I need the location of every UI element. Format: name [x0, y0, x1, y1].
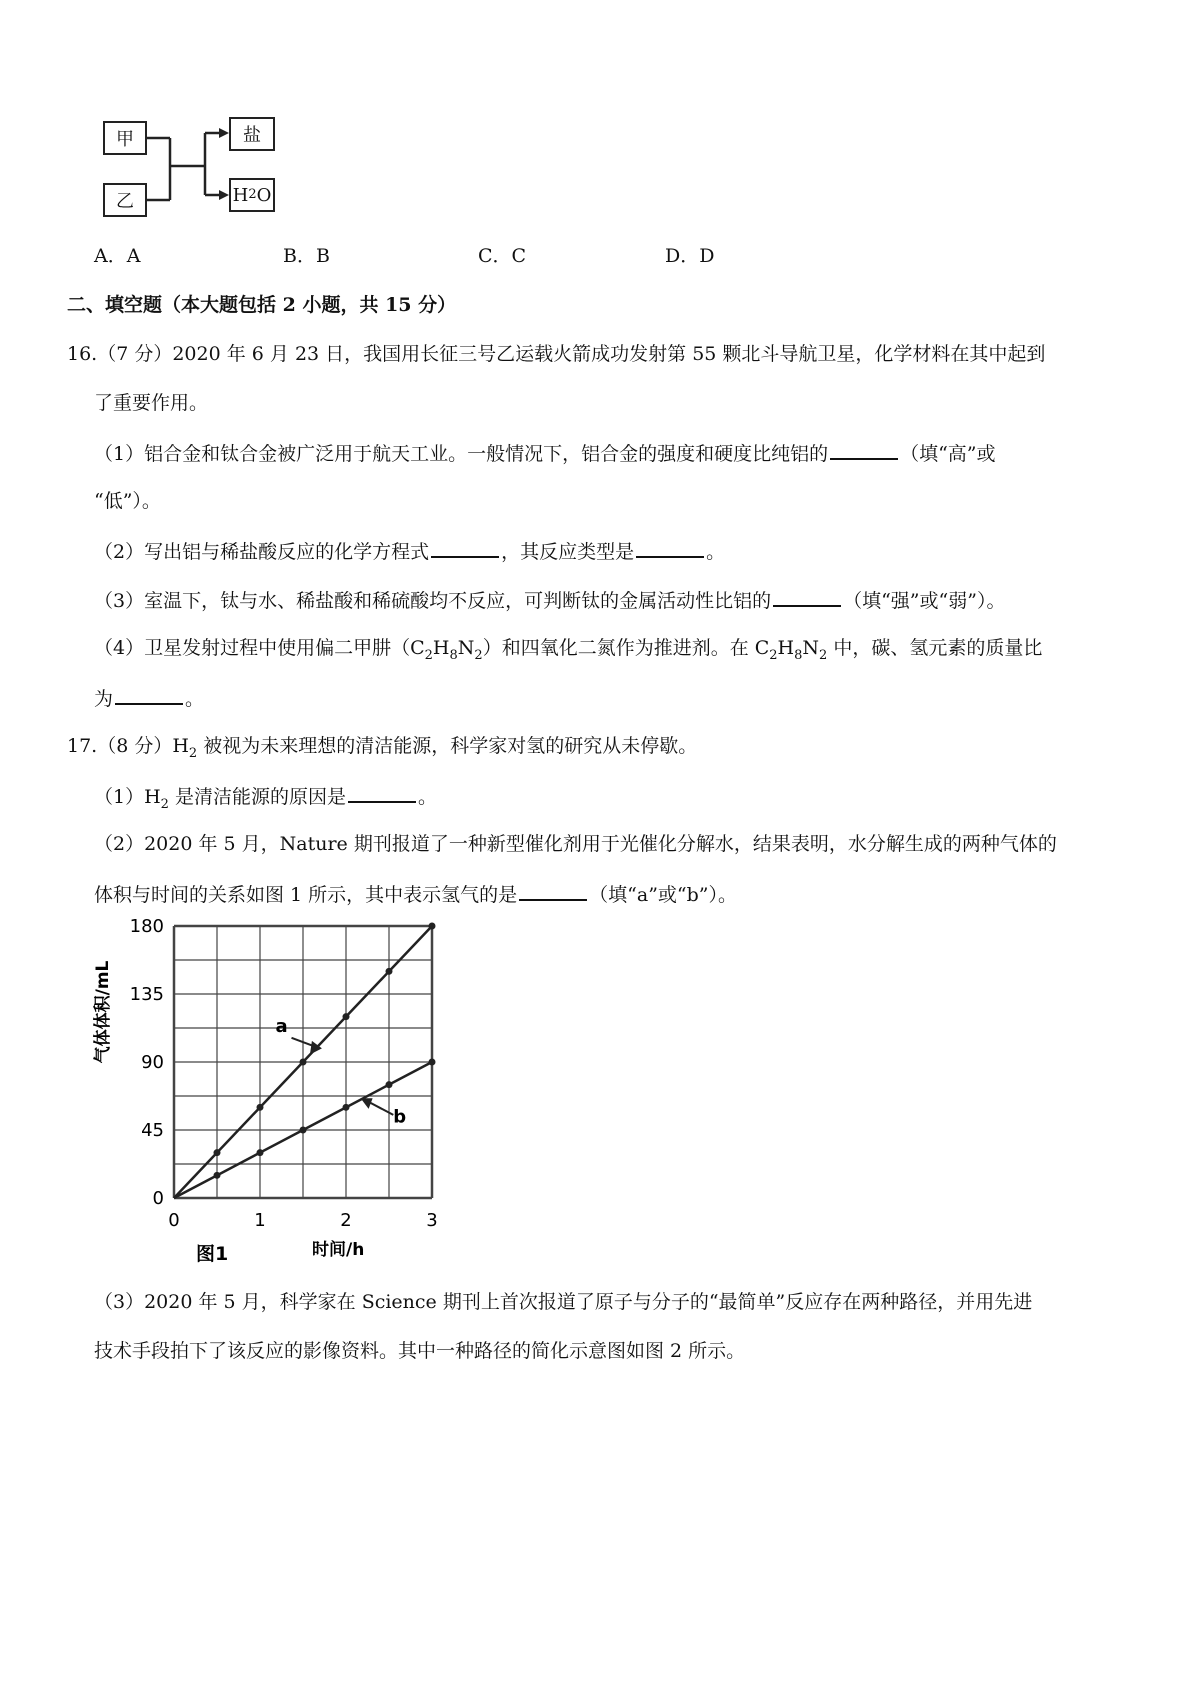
- y-tick-label: 180: [129, 916, 164, 937]
- q16-line2: 了重要作用。: [94, 392, 209, 414]
- q17-text: 17.（8 分）H: [67, 735, 189, 757]
- chart-xlabel: 时间/h: [312, 1240, 365, 1260]
- option-d[interactable]: D．D: [665, 245, 715, 267]
- subscript: 2: [188, 745, 198, 761]
- data-point-a: [300, 1059, 307, 1066]
- data-point-b: [386, 1081, 393, 1088]
- data-point-b: [214, 1172, 221, 1179]
- q16-part4-cont: [94, 685, 204, 711]
- diagram-connectors: [0, 0, 1200, 240]
- q17-text: 被视为未来理想的清洁能源，科学家对氢的研究从未停歇。: [197, 735, 698, 757]
- q17-text: 。: [418, 786, 438, 808]
- q17-line1: [67, 734, 698, 761]
- q17-text: （1）H: [94, 786, 161, 808]
- answer-blank[interactable]: [830, 440, 898, 460]
- q17-text: 是清洁能源的原因是: [168, 786, 346, 808]
- q16-p1-text: （1）铝合金和钛合金被广泛用于航天工业。一般情况下，铝合金的强度和硬度比纯铝的: [94, 443, 829, 465]
- x-tick-label: 2: [340, 1210, 352, 1231]
- option-b[interactable]: B．B: [283, 245, 330, 267]
- data-point-a: [429, 923, 436, 930]
- x-tick-label: 0: [168, 1210, 180, 1231]
- q16-part2: [94, 538, 725, 564]
- subscript: 2: [474, 647, 483, 663]
- box-yi: 乙: [103, 183, 147, 217]
- q16-p4-text: 中，碳、氢元素的质量比: [827, 637, 1043, 659]
- answer-blank[interactable]: [348, 783, 416, 803]
- q17-part2: （2）2020 年 5 月，Nature 期刊报道了一种新型催化剂用于光催化分解水，结果表明，水分解生成的两种气体的: [94, 833, 1057, 855]
- data-point-b: [343, 1104, 350, 1111]
- section-title: 二、填空题（本大题包括 2 小题，共 15 分）: [67, 294, 457, 316]
- q16-p4-text: 为: [94, 688, 114, 710]
- answer-blank[interactable]: [773, 587, 841, 607]
- y-tick-label: 90: [141, 1052, 164, 1073]
- q16-p4-text: H: [432, 637, 450, 659]
- data-point-a: [386, 968, 393, 975]
- q16-p4-end: 。: [185, 688, 205, 710]
- q16-part1: [94, 440, 996, 466]
- data-point-a: [343, 1013, 350, 1020]
- q16-line1: 16.（7 分）2020 年 6 月 23 日，我国用长征三号乙运载火箭成功发射第 55 颗北斗导航卫星，化学材料在其中起到: [67, 343, 1046, 365]
- q17-part3: （3）2020 年 5 月，科学家在 Science 期刊上首次报道了原子与分子的“最简单”反应存在两种路径，并用先进: [94, 1291, 1033, 1313]
- answer-blank[interactable]: [519, 881, 587, 901]
- q16-p4-text: N: [802, 637, 820, 659]
- figure1-chart: [88, 912, 448, 1267]
- data-point-b: [300, 1127, 307, 1134]
- option-c[interactable]: C．C: [478, 245, 527, 267]
- q16-part1-cont: “低”）。: [94, 490, 161, 512]
- subscript: 2: [769, 647, 778, 663]
- x-tick-label: 1: [254, 1210, 266, 1231]
- q17-part3-cont: 技术手段拍下了该反应的影像资料。其中一种路径的简化示意图如图 2 所示。: [94, 1340, 746, 1362]
- arrow-head-water: [219, 190, 229, 200]
- series-label-b: b: [393, 1106, 407, 1128]
- subscript: 2: [424, 647, 433, 663]
- chart-series: [174, 923, 436, 1199]
- y-tick-label: 45: [141, 1120, 164, 1141]
- answer-blank[interactable]: [636, 538, 704, 558]
- q17-text: 体积与时间的关系如图 1 所示，其中表示氢气的是: [94, 884, 518, 906]
- q16-p1-hint: （填“高”或: [900, 443, 996, 465]
- arrow-head-salt: [219, 128, 229, 138]
- chart-ylabel: 气体体积/mL: [93, 960, 113, 1064]
- subscript: 8: [449, 647, 458, 663]
- chart-ticks: [130, 916, 438, 1231]
- data-point-b: [257, 1149, 264, 1156]
- answer-blank[interactable]: [431, 538, 499, 558]
- q16-part3: [94, 587, 1005, 613]
- q16-p4-text: （4）卫星发射过程中使用偏二甲肼（C: [94, 637, 425, 659]
- data-point-a: [214, 1149, 221, 1156]
- q16-p4-text: ）和四氧化二氮作为推进剂。在 C: [482, 637, 770, 659]
- subscript: 8: [794, 647, 803, 663]
- box-salt: 盐: [229, 117, 275, 151]
- q16-p3-hint: （填“强”或“弱”）。: [843, 590, 1006, 612]
- data-point-a: [257, 1104, 264, 1111]
- answer-blank[interactable]: [115, 685, 183, 705]
- q16-part4: [94, 636, 1043, 663]
- series-label-a: a: [275, 1015, 288, 1037]
- subscript: 2: [160, 796, 169, 812]
- q16-p4-text: H: [777, 637, 795, 659]
- box-jia: 甲: [103, 121, 147, 155]
- data-point-b: [429, 1059, 436, 1066]
- q16-p2-text2: ，其反应类型是: [501, 541, 635, 563]
- q16-p3-text: （3）室温下，钛与水、稀盐酸和稀硫酸均不反应，可判断钛的金属活动性比铝的: [94, 590, 772, 612]
- box-water: H 2 O: [229, 178, 275, 212]
- subscript: 2: [819, 647, 828, 663]
- q17-text: （填“a”或“b”）。: [589, 884, 738, 906]
- q16-p2-end: 。: [706, 541, 726, 563]
- y-tick-label: 135: [129, 984, 164, 1005]
- q16-p4-text: N: [457, 637, 475, 659]
- q17-part2-cont: [94, 881, 737, 907]
- q16-p2-text: （2）写出铝与稀盐酸反应的化学方程式: [94, 541, 430, 563]
- y-tick-label: 0: [152, 1188, 164, 1209]
- water-o: O: [256, 184, 272, 206]
- option-a[interactable]: A．A: [94, 245, 141, 267]
- water-h: H: [232, 184, 249, 206]
- x-tick-label: 3: [426, 1210, 438, 1231]
- q17-part1: [94, 783, 438, 812]
- chart-title: 图1: [196, 1243, 229, 1265]
